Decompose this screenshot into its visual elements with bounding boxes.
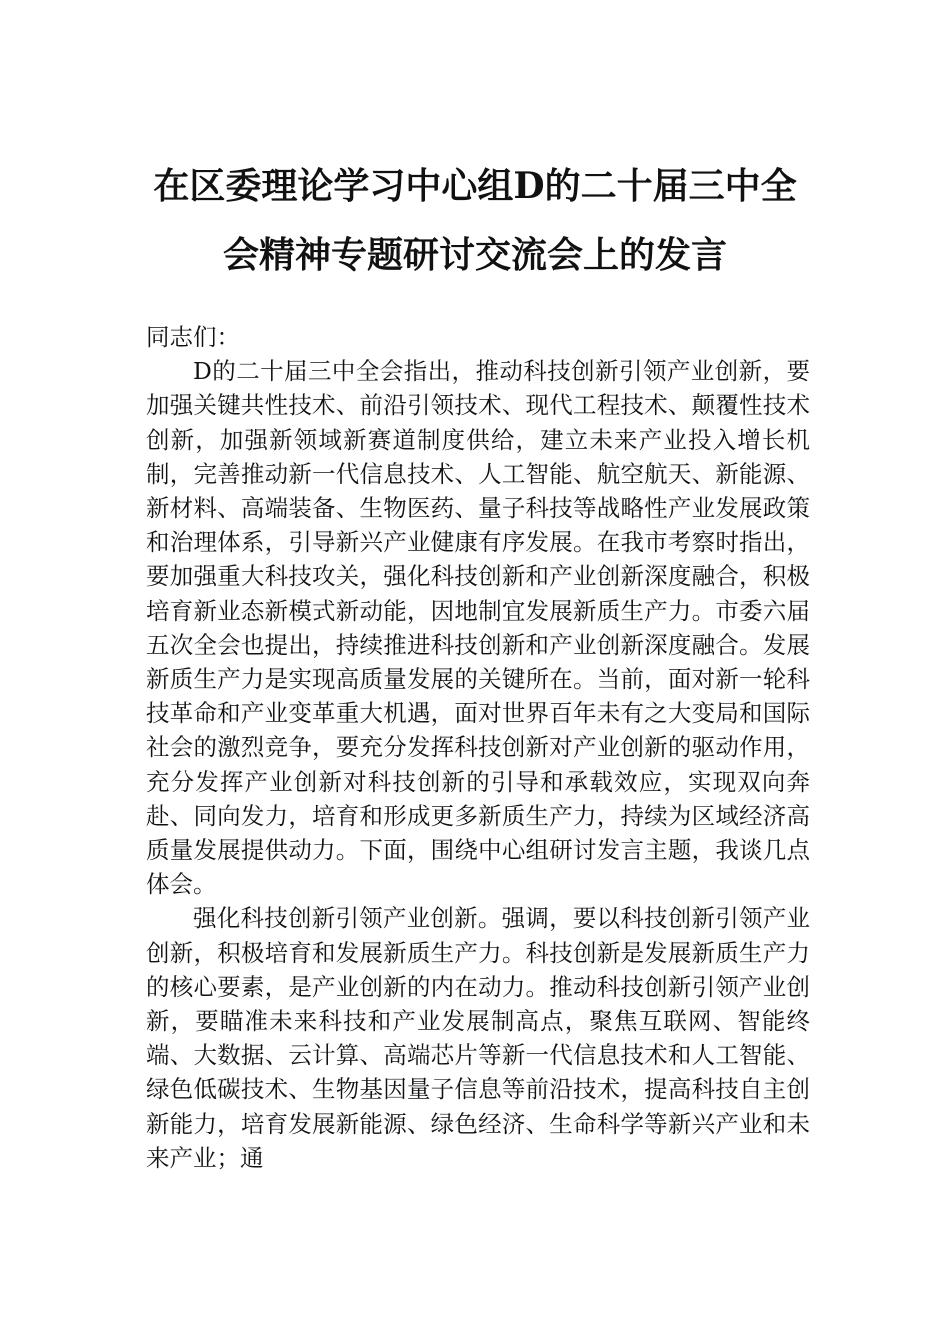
- document-body: [146, 320, 810, 1175]
- document-title-line-2: 会精神专题研讨交流会上的发言: [222, 234, 727, 276]
- paragraph-1: D的二十届三中全会指出，推动科技创新引领产业创新，要加强关键共性技术、前沿引领技术、现代工程技术、颠覆性技术创新，加强新领域新赛道制度供给，建立未来产业投入增长机制，完善推动新一代信息技术、人工智能、航空航天、新能源、新材料、高端装备、生物医药、量子科技等战略性产业发展政策和治理体系，引导新兴产业健康有序发展。在我市考察时指出，要加强重大科技攻关，强化科技创新和产业创新深度融合，积极培育新业态新模式新动能，因地制宜发展新质生产力。市委六届五次全会也提出，持续推进科技创新和产业创新深度融合。发展新质生产力是实现高质量发展的关键所在。当前，面对新一轮科技革命和产业变革重大机遇，面对世界百年未有之大变局和国际社会的激烈竞争，要充分发挥科技创新对产业创新的驱动作用，充分发挥产业创新对科技创新的引导和承载效应，实现双向奔赴、同向发力，培育和形成更多新质生产力，持续为区域经济高质量发展提供动力。下面，围绕中心组研讨发言主题，我谈几点体会。: [146, 357, 810, 899]
- greeting: 同志们：: [146, 323, 240, 351]
- paragraph-2: 强化科技创新引领产业创新。强调，要以科技创新引领产业创新，积极培育和发展新质生产力。科技创新是发展新质生产力的核心要素，是产业创新的内在动力。推动科技创新引领产业创新，要瞄准未来科技和产业发展制高点，聚焦互联网、智能终端、大数据、云计算、高端芯片等新一代信息技术和人工智能、绿色低碳技术、生物基因量子信息等前沿技术，提高科技自主创新能力，培育发展新能源、绿色经济、生命科学等新兴产业和未来产业；通: [146, 904, 810, 1172]
- document-title-line-1: 在区委理论学习中心组D的二十届三中全: [153, 165, 797, 207]
